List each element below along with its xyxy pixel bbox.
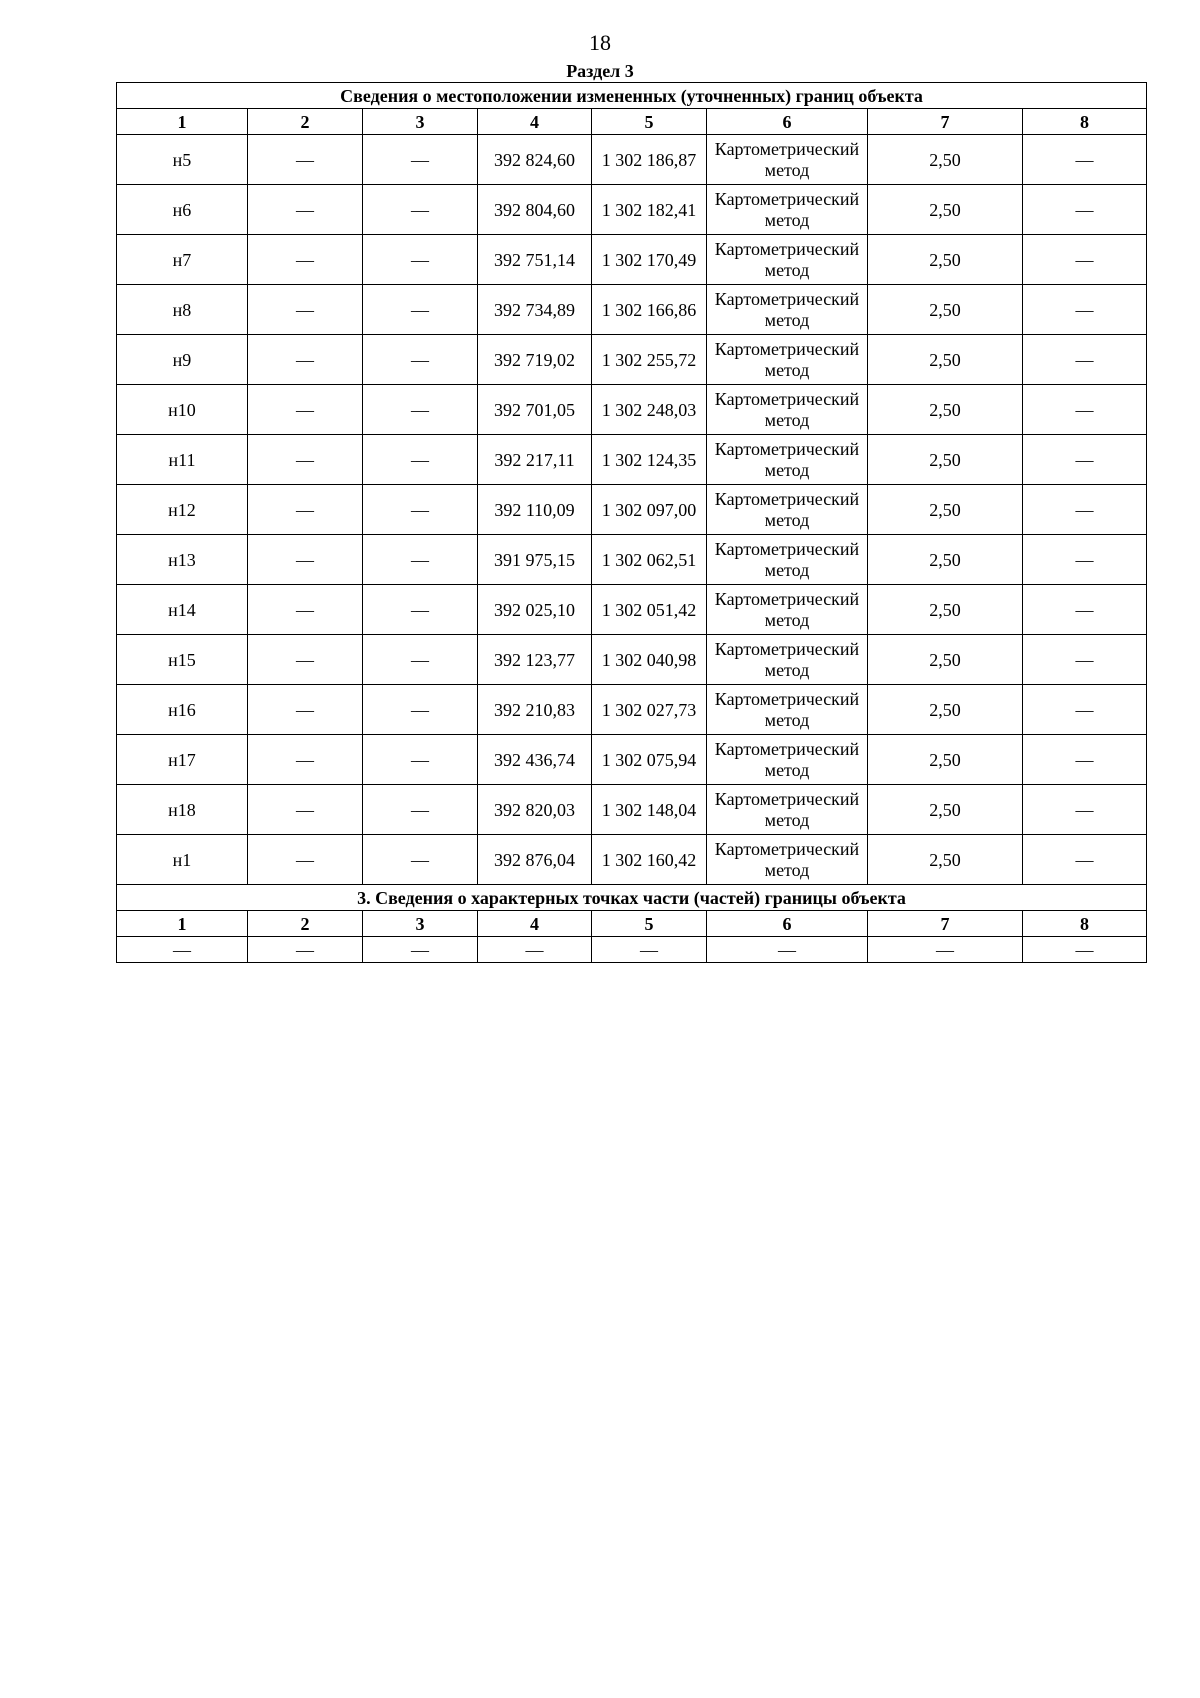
dash-cell: —	[248, 735, 363, 785]
dash-cell: —	[363, 235, 478, 285]
method-cell: Картометрический метод	[707, 485, 868, 535]
x-coordinate-cell: 391 975,15	[478, 535, 592, 585]
dash-cell: —	[248, 235, 363, 285]
dash-cell: —	[363, 785, 478, 835]
point-name-cell: н15	[117, 635, 248, 685]
method-cell: Картометрический метод	[707, 735, 868, 785]
point-name-cell: н8	[117, 285, 248, 335]
dash-cell: —	[1023, 435, 1147, 485]
method-cell: Картометрический метод	[707, 135, 868, 185]
accuracy-cell: 2,50	[868, 635, 1023, 685]
table-row	[117, 485, 1147, 535]
x-coordinate-cell: 392 025,10	[478, 585, 592, 635]
point-name-cell: н6	[117, 185, 248, 235]
y-coordinate-cell: 1 302 186,87	[592, 135, 707, 185]
column-number: 1	[117, 911, 248, 937]
empty-cell: —	[363, 937, 478, 963]
column-number: 6	[707, 911, 868, 937]
method-cell: Картометрический метод	[707, 435, 868, 485]
accuracy-cell: 2,50	[868, 485, 1023, 535]
x-coordinate-cell: 392 734,89	[478, 285, 592, 335]
point-name-cell: н9	[117, 335, 248, 385]
boundary-table-body	[117, 83, 1147, 885]
point-name-cell: н13	[117, 535, 248, 585]
dash-cell: —	[363, 735, 478, 785]
dash-cell: —	[248, 685, 363, 735]
column-number-row	[117, 109, 1147, 135]
accuracy-cell: 2,50	[868, 535, 1023, 585]
dash-cell: —	[1023, 535, 1147, 585]
table-row	[117, 735, 1147, 785]
dash-cell: —	[248, 385, 363, 435]
y-coordinate-cell: 1 302 170,49	[592, 235, 707, 285]
dash-cell: —	[363, 135, 478, 185]
method-cell: Картометрический метод	[707, 235, 868, 285]
accuracy-cell: 2,50	[868, 385, 1023, 435]
section-title: Раздел 3	[566, 61, 634, 81]
point-name-cell: н7	[117, 235, 248, 285]
point-name-cell: н18	[117, 785, 248, 835]
dash-cell: —	[1023, 585, 1147, 635]
method-cell: Картометрический метод	[707, 635, 868, 685]
boundary-table	[116, 82, 1147, 963]
empty-cell: —	[117, 937, 248, 963]
table-row	[117, 435, 1147, 485]
dash-cell: —	[248, 535, 363, 585]
table-row	[117, 685, 1147, 735]
column-number: 4	[478, 911, 592, 937]
table-caption-row	[117, 83, 1147, 109]
dash-cell: —	[363, 435, 478, 485]
accuracy-cell: 2,50	[868, 835, 1023, 885]
method-cell: Картометрический метод	[707, 285, 868, 335]
accuracy-cell: 2,50	[868, 285, 1023, 335]
dash-cell: —	[1023, 235, 1147, 285]
page-number: 18	[589, 30, 611, 55]
dash-cell: —	[363, 285, 478, 335]
column-number: 4	[478, 109, 592, 135]
accuracy-cell: 2,50	[868, 735, 1023, 785]
y-coordinate-cell: 1 302 255,72	[592, 335, 707, 385]
dash-cell: —	[248, 285, 363, 335]
x-coordinate-cell: 392 824,60	[478, 135, 592, 185]
dash-cell: —	[248, 435, 363, 485]
x-coordinate-cell: 392 751,14	[478, 235, 592, 285]
part-points-caption: 3. Сведения о характерных точках части (частей) границы объекта	[117, 885, 1147, 911]
column-number: 8	[1023, 911, 1147, 937]
dash-cell: —	[1023, 685, 1147, 735]
column-number: 8	[1023, 109, 1147, 135]
point-name-cell: н11	[117, 435, 248, 485]
dash-cell: —	[1023, 135, 1147, 185]
accuracy-cell: 2,50	[868, 685, 1023, 735]
y-coordinate-cell: 1 302 027,73	[592, 685, 707, 735]
accuracy-cell: 2,50	[868, 785, 1023, 835]
dash-cell: —	[248, 835, 363, 885]
table-row	[117, 385, 1147, 435]
column-number: 3	[363, 911, 478, 937]
dash-cell: —	[248, 135, 363, 185]
y-coordinate-cell: 1 302 160,42	[592, 835, 707, 885]
y-coordinate-cell: 1 302 075,94	[592, 735, 707, 785]
y-coordinate-cell: 1 302 051,42	[592, 585, 707, 635]
column-number: 5	[592, 109, 707, 135]
method-cell: Картометрический метод	[707, 835, 868, 885]
accuracy-cell: 2,50	[868, 435, 1023, 485]
dash-cell: —	[1023, 635, 1147, 685]
dash-cell: —	[1023, 385, 1147, 435]
table-row	[117, 285, 1147, 335]
y-coordinate-cell: 1 302 148,04	[592, 785, 707, 835]
table-row	[117, 335, 1147, 385]
dash-cell: —	[363, 335, 478, 385]
column-number: 2	[248, 109, 363, 135]
dash-cell: —	[248, 785, 363, 835]
accuracy-cell: 2,50	[868, 235, 1023, 285]
empty-cell: —	[592, 937, 707, 963]
empty-cell: —	[248, 937, 363, 963]
dash-cell: —	[1023, 285, 1147, 335]
column-number: 5	[592, 911, 707, 937]
column-number: 7	[868, 109, 1023, 135]
dash-cell: —	[363, 535, 478, 585]
dash-cell: —	[248, 335, 363, 385]
table-row	[117, 535, 1147, 585]
dash-cell: —	[363, 685, 478, 735]
dash-cell: —	[363, 385, 478, 435]
column-number: 6	[707, 109, 868, 135]
table-row	[117, 785, 1147, 835]
point-name-cell: н1	[117, 835, 248, 885]
x-coordinate-cell: 392 217,11	[478, 435, 592, 485]
accuracy-cell: 2,50	[868, 135, 1023, 185]
dash-cell: —	[1023, 185, 1147, 235]
y-coordinate-cell: 1 302 040,98	[592, 635, 707, 685]
point-name-cell: н14	[117, 585, 248, 635]
dash-cell: —	[248, 485, 363, 535]
method-cell: Картометрический метод	[707, 785, 868, 835]
dash-cell: —	[1023, 335, 1147, 385]
point-name-cell: н16	[117, 685, 248, 735]
x-coordinate-cell: 392 210,83	[478, 685, 592, 735]
part-points-empty-row	[117, 937, 1147, 963]
point-name-cell: н12	[117, 485, 248, 535]
x-coordinate-cell: 392 123,77	[478, 635, 592, 685]
empty-cell: —	[868, 937, 1023, 963]
column-number: 2	[248, 911, 363, 937]
column-number: 7	[868, 911, 1023, 937]
empty-cell: —	[1023, 937, 1147, 963]
point-name-cell: н5	[117, 135, 248, 185]
accuracy-cell: 2,50	[868, 185, 1023, 235]
point-name-cell: н10	[117, 385, 248, 435]
x-coordinate-cell: 392 876,04	[478, 835, 592, 885]
dash-cell: —	[248, 185, 363, 235]
dash-cell: —	[248, 635, 363, 685]
method-cell: Картометрический метод	[707, 585, 868, 635]
point-name-cell: н17	[117, 735, 248, 785]
accuracy-cell: 2,50	[868, 585, 1023, 635]
method-cell: Картометрический метод	[707, 185, 868, 235]
method-cell: Картометрический метод	[707, 335, 868, 385]
table-row	[117, 235, 1147, 285]
empty-cell: —	[707, 937, 868, 963]
y-coordinate-cell: 1 302 166,86	[592, 285, 707, 335]
y-coordinate-cell: 1 302 097,00	[592, 485, 707, 535]
dash-cell: —	[363, 485, 478, 535]
table-row	[117, 585, 1147, 635]
column-number: 1	[117, 109, 248, 135]
dash-cell: —	[363, 835, 478, 885]
part-points-caption-row	[117, 885, 1147, 911]
y-coordinate-cell: 1 302 248,03	[592, 385, 707, 435]
method-cell: Картометрический метод	[707, 535, 868, 585]
table-row	[117, 135, 1147, 185]
dash-cell: —	[1023, 735, 1147, 785]
x-coordinate-cell: 392 701,05	[478, 385, 592, 435]
table-row	[117, 835, 1147, 885]
table-row	[117, 185, 1147, 235]
y-coordinate-cell: 1 302 182,41	[592, 185, 707, 235]
accuracy-cell: 2,50	[868, 335, 1023, 385]
x-coordinate-cell: 392 110,09	[478, 485, 592, 535]
dash-cell: —	[1023, 485, 1147, 535]
y-coordinate-cell: 1 302 124,35	[592, 435, 707, 485]
dash-cell: —	[1023, 835, 1147, 885]
part-points-column-number-row	[117, 911, 1147, 937]
dash-cell: —	[363, 635, 478, 685]
dash-cell: —	[248, 585, 363, 635]
dash-cell: —	[1023, 785, 1147, 835]
table-caption: Сведения о местоположении измененных (уточненных) границ объекта	[117, 83, 1147, 109]
dash-cell: —	[363, 185, 478, 235]
dash-cell: —	[363, 585, 478, 635]
x-coordinate-cell: 392 436,74	[478, 735, 592, 785]
empty-cell: —	[478, 937, 592, 963]
column-number: 3	[363, 109, 478, 135]
part-points-table-body	[117, 885, 1147, 963]
x-coordinate-cell: 392 804,60	[478, 185, 592, 235]
y-coordinate-cell: 1 302 062,51	[592, 535, 707, 585]
method-cell: Картометрический метод	[707, 385, 868, 435]
table-row	[117, 635, 1147, 685]
method-cell: Картометрический метод	[707, 685, 868, 735]
x-coordinate-cell: 392 719,02	[478, 335, 592, 385]
x-coordinate-cell: 392 820,03	[478, 785, 592, 835]
